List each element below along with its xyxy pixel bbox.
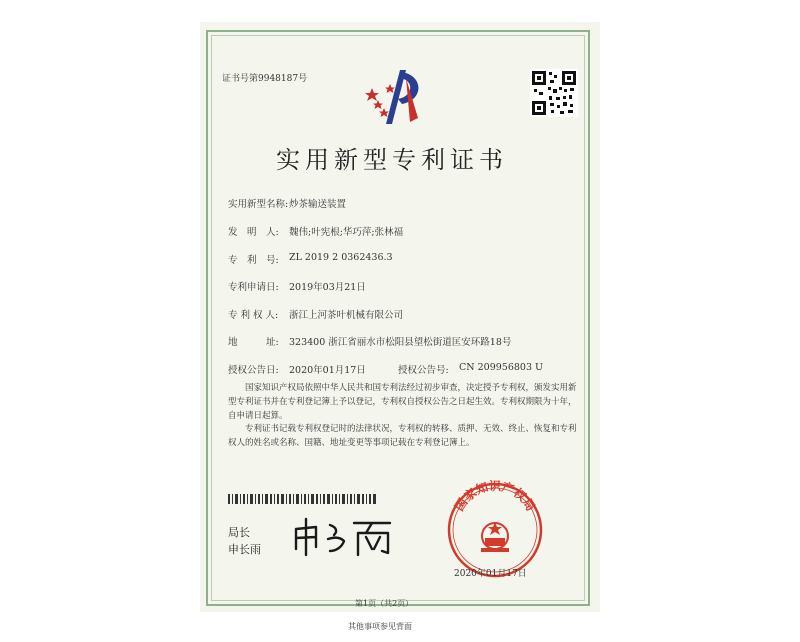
grant-date-value: 2020年01月17日	[289, 365, 366, 376]
grant-number-value: CN 209956803 U	[459, 362, 544, 373]
grant-statement: 国家知识产权局依照中华人民共和国专利法经过初步审查，决定授予专利权，颁发实用新型专利证书并在专利登记簿上予以登记，专利权自授权公告之日起生效。专利权期限为十年，自申请日起算。	[228, 383, 577, 421]
director-title: 局长	[228, 526, 250, 539]
patentee-label: 专 利 权 人:	[228, 310, 279, 321]
official-seal-icon	[445, 480, 545, 580]
page-title: 实用新型专利证书	[276, 146, 508, 174]
inventor-label: 发 明 人:	[228, 227, 279, 238]
address-label: 地 址:	[228, 337, 279, 348]
filing-date-label: 专利申请日:	[228, 282, 279, 293]
svg-text:国家知识产权局	[452, 480, 538, 514]
inventor-value: 魏伟;叶宪根;华巧萍;张林福	[289, 227, 404, 238]
grant-date-label: 授权公告日:	[228, 365, 279, 376]
grant-number-label: 授权公告号:	[398, 365, 449, 376]
patentee-value: 浙江上河茶叶机械有限公司	[289, 310, 404, 321]
patent-office-logo-icon	[362, 66, 432, 126]
certificate-number: 证书号第9948187号	[222, 74, 308, 84]
footer-note: 其他事项参见背面	[348, 622, 412, 631]
invention-name-value: 炒茶输送装置	[289, 199, 347, 210]
address-value: 323400 浙江省丽水市松阳县望松街道匡安环路18号	[289, 337, 512, 348]
page-number: 第1页（共2页）	[355, 599, 414, 608]
director-signature-icon	[290, 515, 400, 557]
filing-date-value: 2019年03月21日	[289, 282, 366, 293]
barcode-icon	[228, 494, 378, 504]
legal-status-statement: 专利证书记载专利权登记时的法律状况，专利权的转移、质押、无效、终止、恢复和专利权人的姓名或名称、国籍、地址变更等事项记载在专利登记簿上。	[228, 424, 577, 448]
director-name: 申长雨	[228, 543, 261, 556]
invention-name-label: 实用新型名称:	[228, 199, 289, 210]
patent-number-label: 专 利 号:	[228, 255, 279, 266]
seal-text: 国家知识产权局	[452, 480, 538, 514]
patent-number-value: ZL 2019 2 0362436.3	[289, 252, 393, 263]
qr-code-icon	[530, 69, 578, 117]
seal-date: 2020年01月17日	[454, 569, 527, 579]
